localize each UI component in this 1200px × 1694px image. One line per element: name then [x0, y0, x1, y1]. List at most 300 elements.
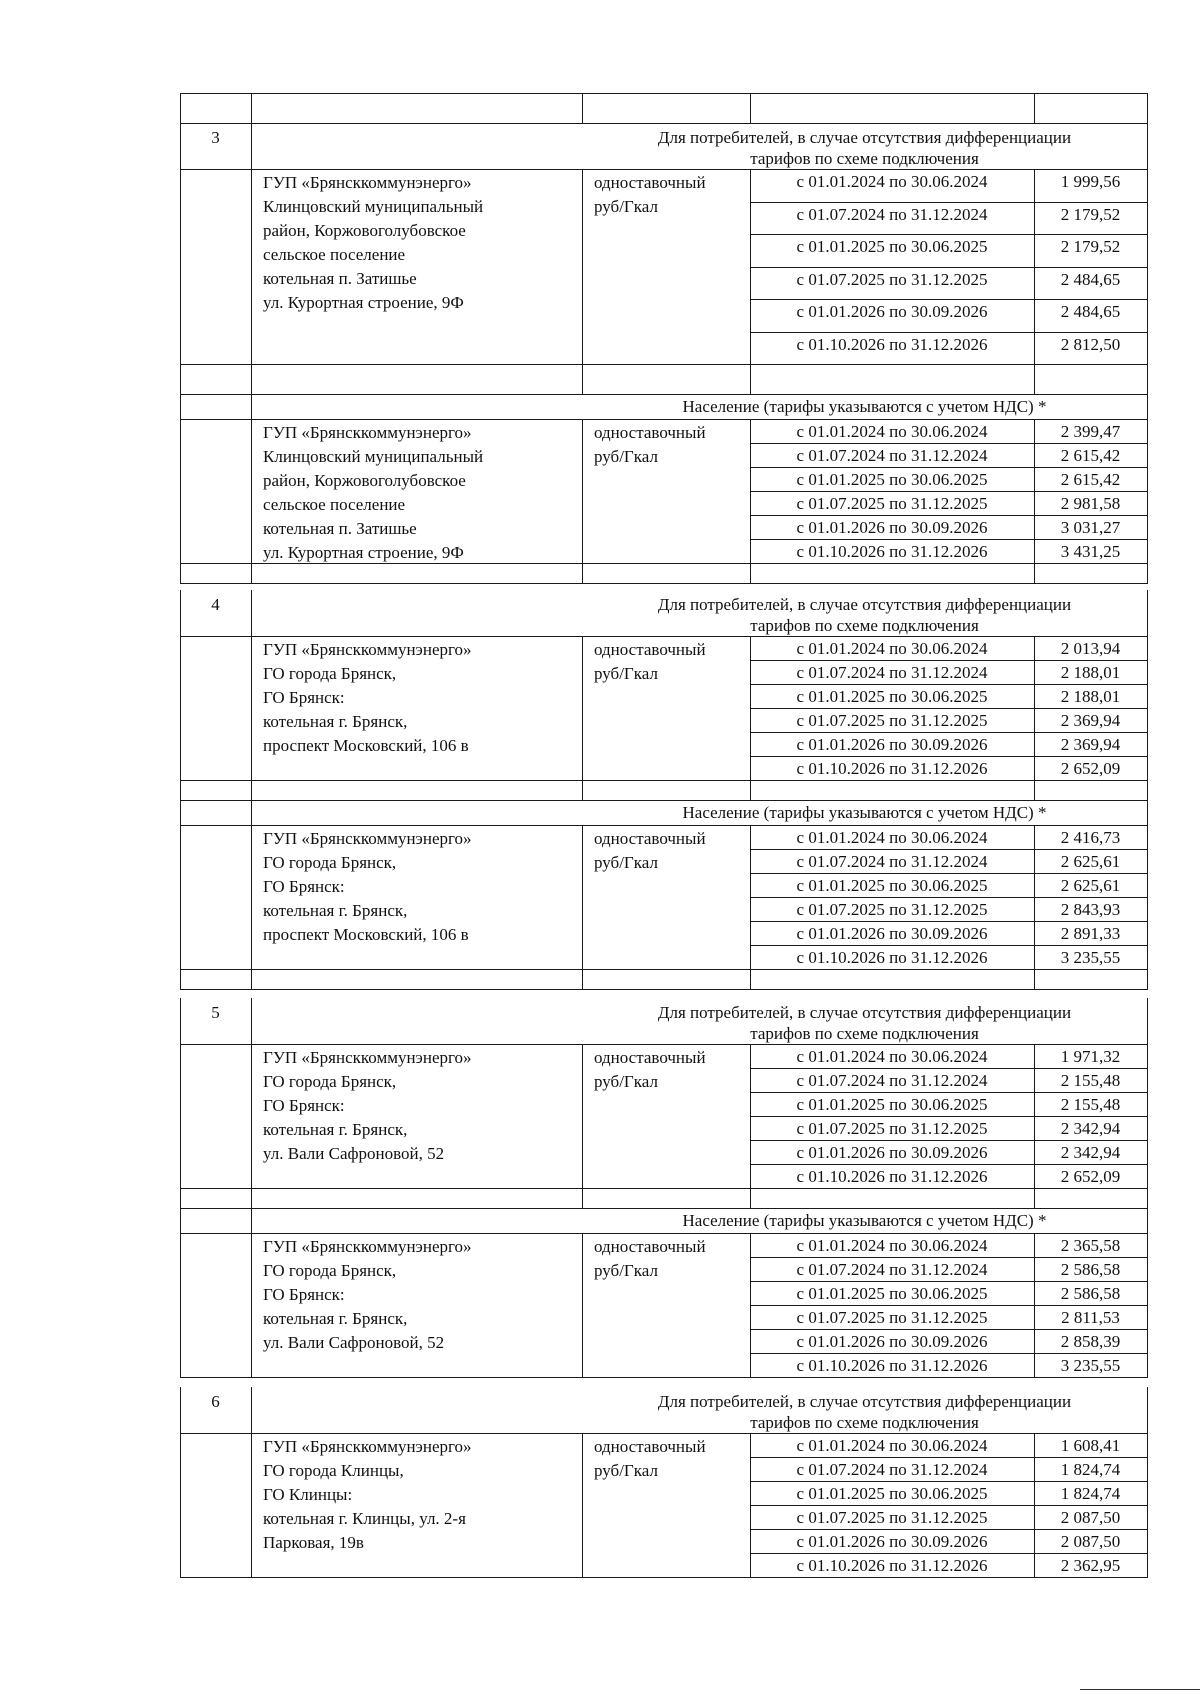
period-cell: с 01.01.2024 по 30.06.2024	[796, 828, 988, 847]
tariff-value: 2 087,50	[1060, 1532, 1121, 1551]
grid-vline	[582, 1044, 583, 1188]
tariff-value: 2 369,94	[1060, 735, 1121, 754]
grid-hline	[750, 1457, 1148, 1458]
grid-vline	[180, 825, 181, 969]
org-line: ГО города Клинцы,	[263, 1461, 404, 1480]
grid-vline	[251, 93, 252, 123]
grid-vline	[750, 364, 751, 394]
consumers-header-line: Для потребителей, в случае отсутствия дифференциации	[657, 128, 1072, 147]
period-cell: с 01.10.2026 по 31.12.2026	[796, 334, 988, 354]
row-number: 5	[211, 1003, 220, 1022]
org-line: ГО Брянск:	[263, 1096, 345, 1115]
org-line: ул. Вали Сафроновой, 52	[263, 1144, 445, 1163]
tariff-value: 2 179,52	[1060, 237, 1121, 256]
period-cell: с 01.07.2024 по 31.12.2024	[796, 446, 988, 465]
org-line: ГУП «Брянсккоммунэнерго»	[263, 1437, 472, 1456]
grid-vline	[1147, 998, 1148, 1044]
grid-vline	[251, 780, 252, 800]
grid-hline	[750, 467, 1148, 468]
grid-vline	[180, 1387, 181, 1433]
period-cell: с 01.01.2026 по 30.09.2026	[796, 302, 988, 321]
grid-hline	[750, 873, 1148, 874]
grid-vline	[180, 394, 181, 419]
org-line: ГО Клинцы:	[263, 1485, 353, 1504]
tariff-value: 2 625,61	[1060, 876, 1121, 895]
tariff-type: руб/Гкал	[594, 664, 658, 683]
grid-vline	[251, 394, 252, 419]
org-line: котельная г. Брянск,	[263, 901, 408, 920]
grid-vline	[251, 563, 252, 583]
grid-hline	[180, 583, 1148, 584]
grid-vline	[251, 1387, 252, 1433]
org-line: ГУП «Брянсккоммунэнерго»	[263, 1237, 472, 1256]
grid-hline	[750, 849, 1148, 850]
tariff-value: 2 188,01	[1060, 663, 1121, 682]
grid-vline	[251, 590, 252, 636]
grid-hline	[180, 169, 1148, 170]
grid-vline	[180, 969, 181, 989]
period-cell: с 01.01.2025 по 30.06.2025	[796, 687, 988, 706]
grid-hline	[750, 332, 1148, 333]
grid-vline	[750, 1433, 751, 1577]
grid-hline	[750, 684, 1148, 685]
tariff-type: одноставочный	[594, 1237, 706, 1256]
grid-vline	[180, 1433, 181, 1577]
tariff-value: 2 013,94	[1060, 639, 1121, 658]
period-cell: с 01.01.2025 по 30.06.2025	[796, 1284, 988, 1303]
org-line: ГУП «Брянсккоммунэнерго»	[263, 173, 472, 192]
period-cell: с 01.10.2026 по 31.12.2026	[796, 1356, 988, 1375]
period-cell: с 01.01.2026 по 30.09.2026	[796, 924, 988, 943]
grid-vline	[180, 636, 181, 780]
period-cell: с 01.07.2024 по 31.12.2024	[796, 1071, 988, 1090]
grid-hline	[750, 515, 1148, 516]
tariff-type: руб/Гкал	[594, 197, 658, 216]
tariff-value: 2 858,39	[1060, 1332, 1121, 1351]
grid-vline	[251, 419, 252, 563]
org-line: проспект Московский, 106 в	[263, 925, 469, 944]
tariff-value: 2 615,42	[1060, 470, 1121, 489]
grid-vline	[750, 93, 751, 123]
org-line: котельная г. Брянск,	[263, 1120, 408, 1139]
grid-vline	[582, 169, 583, 364]
grid-vline	[1147, 1044, 1148, 1188]
period-cell: с 01.07.2025 по 31.12.2025	[796, 900, 988, 919]
grid-hline	[180, 563, 1148, 564]
tariff-value: 2 484,65	[1060, 302, 1121, 321]
tariff-value: 1 971,32	[1060, 1047, 1121, 1066]
org-line: ул. Вали Сафроновой, 52	[263, 1333, 445, 1352]
grid-vline	[251, 969, 252, 989]
period-cell: с 01.07.2025 по 31.12.2025	[796, 1308, 988, 1327]
grid-vline	[180, 364, 181, 394]
consumers-header-line: тарифов по схеме подключения	[750, 616, 979, 635]
grid-hline	[180, 1208, 1148, 1209]
grid-vline	[1147, 93, 1148, 123]
tariff-value: 1 824,74	[1060, 1484, 1121, 1503]
period-cell: с 01.01.2025 по 30.06.2025	[796, 876, 988, 895]
period-cell: с 01.01.2026 по 30.09.2026	[796, 735, 988, 754]
period-cell: с 01.07.2024 по 31.12.2024	[796, 1460, 988, 1479]
grid-vline	[582, 563, 583, 583]
grid-vline	[1034, 419, 1035, 563]
grid-vline	[1147, 969, 1148, 989]
grid-vline	[180, 998, 181, 1044]
grid-hline	[750, 234, 1148, 235]
tariff-value: 2 362,95	[1060, 1556, 1121, 1575]
tariff-value: 2 342,94	[1060, 1119, 1121, 1138]
org-line: сельское поселение	[263, 495, 406, 514]
tariff-type: одноставочный	[594, 829, 706, 848]
tariff-value: 2 416,73	[1060, 828, 1121, 847]
tariff-value: 2 586,58	[1060, 1260, 1121, 1279]
grid-vline	[750, 780, 751, 800]
grid-vline	[251, 364, 252, 394]
period-cell: с 01.01.2025 по 30.06.2025	[796, 1095, 988, 1114]
consumers-header-line: тарифов по схеме подключения	[750, 149, 979, 168]
tariff-value: 3 031,27	[1060, 518, 1121, 537]
grid-vline	[1147, 1387, 1148, 1433]
grid-vline	[1034, 969, 1035, 989]
grid-hline	[750, 1164, 1148, 1165]
tariff-value: 2 365,58	[1060, 1236, 1121, 1255]
grid-hline	[750, 756, 1148, 757]
period-cell: с 01.10.2026 по 31.12.2026	[796, 1167, 988, 1186]
tariff-value: 2 087,50	[1060, 1508, 1121, 1527]
tariff-value: 2 981,58	[1060, 494, 1121, 513]
org-line: ГО города Брянск,	[263, 1072, 397, 1091]
tariff-type: одноставочный	[594, 640, 706, 659]
grid-vline	[1147, 800, 1148, 825]
grid-vline	[582, 1188, 583, 1208]
grid-vline	[1034, 636, 1035, 780]
org-line: ГО города Брянск,	[263, 1261, 397, 1280]
grid-hline	[180, 825, 1148, 826]
period-cell: с 01.07.2025 по 31.12.2025	[796, 269, 988, 289]
grid-hline	[750, 1329, 1148, 1330]
grid-vline	[1147, 780, 1148, 800]
tariff-value: 3 235,55	[1060, 1356, 1121, 1375]
grid-vline	[180, 169, 181, 364]
grid-vline	[750, 1044, 751, 1188]
grid-hline	[180, 1577, 1148, 1578]
population-header: Население (тарифы указываются с учетом НДС) *	[682, 397, 1047, 416]
period-cell: с 01.01.2024 по 30.06.2024	[796, 1236, 988, 1255]
consumers-header-line: тарифов по схеме подключения	[750, 1413, 979, 1432]
consumers-header-line: Для потребителей, в случае отсутствия дифференциации	[657, 1392, 1072, 1411]
tariff-value: 2 399,47	[1060, 422, 1121, 441]
grid-vline	[1147, 364, 1148, 394]
org-line: ГУП «Брянсккоммунэнерго»	[263, 423, 472, 442]
grid-vline	[251, 998, 252, 1044]
org-line: Клинцовский муниципальный	[263, 197, 484, 216]
grid-hline	[750, 1305, 1148, 1306]
grid-vline	[1147, 1208, 1148, 1233]
grid-vline	[251, 1188, 252, 1208]
org-line: ГО города Брянск,	[263, 853, 397, 872]
org-line: котельная п. Затишье	[263, 269, 417, 288]
grid-hline	[750, 491, 1148, 492]
grid-vline	[1034, 93, 1035, 123]
period-cell: с 01.01.2025 по 30.06.2025	[796, 1484, 988, 1503]
grid-vline	[1147, 169, 1148, 364]
tariff-value: 3 431,25	[1060, 542, 1121, 561]
tariff-value: 2 652,09	[1060, 1167, 1121, 1186]
period-cell: с 01.01.2026 по 30.09.2026	[796, 1143, 988, 1162]
period-cell: с 01.01.2024 по 30.06.2024	[796, 1436, 988, 1455]
grid-hline	[750, 732, 1148, 733]
tariff-value: 2 342,94	[1060, 1143, 1121, 1162]
org-line: проспект Московский, 106 в	[263, 736, 469, 755]
grid-hline	[750, 1505, 1148, 1506]
tariff-value: 2 843,93	[1060, 900, 1121, 919]
grid-vline	[251, 825, 252, 969]
grid-vline	[582, 825, 583, 969]
org-line: котельная г. Брянск,	[263, 712, 408, 731]
grid-hline	[180, 969, 1148, 970]
tariff-type: руб/Гкал	[594, 1461, 658, 1480]
grid-hline	[750, 202, 1148, 203]
grid-hline	[750, 1353, 1148, 1354]
period-cell: с 01.01.2024 по 30.06.2024	[796, 422, 988, 441]
tariff-value: 2 625,61	[1060, 852, 1121, 871]
tariff-value: 2 369,94	[1060, 711, 1121, 730]
grid-hline	[750, 1092, 1148, 1093]
grid-vline	[750, 636, 751, 780]
grid-hline	[180, 93, 1148, 94]
grid-vline	[1034, 1233, 1035, 1377]
period-cell: с 01.01.2025 по 30.06.2025	[796, 470, 988, 489]
grid-hline	[750, 1116, 1148, 1117]
grid-hline	[180, 123, 1148, 124]
grid-hline	[750, 539, 1148, 540]
grid-hline	[180, 419, 1148, 420]
period-cell: с 01.01.2026 по 30.09.2026	[796, 518, 988, 537]
page-edge-mark	[1080, 1689, 1200, 1694]
org-line: Клинцовский муниципальный	[263, 447, 484, 466]
org-line: ул. Курортная строение, 9Ф	[263, 543, 464, 562]
row-number: 6	[211, 1392, 220, 1411]
grid-hline	[180, 1044, 1148, 1045]
period-cell: с 01.07.2025 по 31.12.2025	[796, 1119, 988, 1138]
grid-vline	[251, 636, 252, 780]
org-line: ГО города Брянск,	[263, 664, 397, 683]
tariff-value: 1 608,41	[1060, 1436, 1121, 1455]
grid-hline	[180, 1433, 1148, 1434]
tariff-type: руб/Гкал	[594, 1261, 658, 1280]
row-number: 4	[211, 595, 220, 614]
tariff-type: одноставочный	[594, 1437, 706, 1456]
grid-hline	[180, 780, 1148, 781]
grid-vline	[180, 123, 181, 169]
grid-vline	[251, 1208, 252, 1233]
period-cell: с 01.07.2024 по 31.12.2024	[796, 852, 988, 871]
grid-vline	[180, 1208, 181, 1233]
grid-vline	[180, 1233, 181, 1377]
grid-vline	[1147, 636, 1148, 780]
period-cell: с 01.07.2025 по 31.12.2025	[796, 494, 988, 513]
grid-vline	[1034, 1433, 1035, 1577]
grid-vline	[582, 93, 583, 123]
tariff-value: 2 586,58	[1060, 1284, 1121, 1303]
grid-vline	[1034, 825, 1035, 969]
grid-vline	[1147, 563, 1148, 583]
grid-hline	[750, 1140, 1148, 1141]
period-cell: с 01.01.2026 по 30.09.2026	[796, 1532, 988, 1551]
period-cell: с 01.01.2026 по 30.09.2026	[796, 1332, 988, 1351]
grid-hline	[180, 989, 1148, 990]
grid-vline	[582, 419, 583, 563]
tariff-value: 2 484,65	[1060, 269, 1121, 289]
grid-vline	[1034, 364, 1035, 394]
grid-vline	[582, 969, 583, 989]
grid-vline	[1147, 590, 1148, 636]
grid-hline	[180, 636, 1148, 637]
tariff-value: 3 235,55	[1060, 948, 1121, 967]
grid-vline	[582, 1433, 583, 1577]
period-cell: с 01.10.2026 по 31.12.2026	[796, 1556, 988, 1575]
tariff-value: 2 652,09	[1060, 759, 1121, 778]
period-cell: с 01.10.2026 по 31.12.2026	[796, 948, 988, 967]
grid-vline	[750, 1233, 751, 1377]
grid-vline	[1147, 394, 1148, 419]
org-line: ГУП «Брянсккоммунэнерго»	[263, 829, 472, 848]
period-cell: с 01.07.2025 по 31.12.2025	[796, 711, 988, 730]
population-header: Население (тарифы указываются с учетом НДС) *	[682, 1211, 1047, 1230]
tariff-value: 1 999,56	[1060, 172, 1121, 191]
tariff-type: одноставочный	[594, 1048, 706, 1067]
grid-vline	[251, 123, 252, 169]
grid-hline	[750, 1481, 1148, 1482]
grid-vline	[582, 364, 583, 394]
tariff-value: 2 891,33	[1060, 924, 1121, 943]
grid-vline	[180, 800, 181, 825]
org-line: ул. Курортная строение, 9Ф	[263, 293, 464, 312]
org-line: ГУП «Брянсккоммунэнерго»	[263, 640, 472, 659]
grid-hline	[750, 1553, 1148, 1554]
org-line: ГО Брянск:	[263, 1285, 345, 1304]
tariff-value: 2 188,01	[1060, 687, 1121, 706]
grid-hline	[750, 1281, 1148, 1282]
period-cell: с 01.01.2024 по 30.06.2024	[796, 172, 988, 191]
grid-vline	[582, 780, 583, 800]
grid-hline	[750, 708, 1148, 709]
grid-vline	[750, 1188, 751, 1208]
grid-hline	[180, 394, 1148, 395]
grid-vline	[1034, 563, 1035, 583]
grid-hline	[750, 945, 1148, 946]
tariff-type: одноставочный	[594, 423, 706, 442]
grid-vline	[1147, 1233, 1148, 1377]
org-line: ГО Брянск:	[263, 688, 345, 707]
grid-vline	[251, 1044, 252, 1188]
tariff-value: 2 155,48	[1060, 1071, 1121, 1090]
grid-vline	[180, 93, 181, 123]
grid-hline	[750, 897, 1148, 898]
org-line: район, Коржовоголубовское	[263, 221, 466, 240]
grid-hline	[750, 660, 1148, 661]
grid-vline	[180, 1044, 181, 1188]
period-cell: с 01.07.2024 по 31.12.2024	[796, 204, 988, 224]
period-cell: с 01.01.2025 по 30.06.2025	[796, 237, 988, 256]
grid-hline	[750, 1257, 1148, 1258]
grid-vline	[1147, 1188, 1148, 1208]
grid-vline	[750, 419, 751, 563]
tariff-value: 2 811,53	[1061, 1308, 1120, 1327]
grid-hline	[750, 1068, 1148, 1069]
grid-vline	[1147, 419, 1148, 563]
period-cell: с 01.10.2026 по 31.12.2026	[796, 542, 988, 561]
grid-hline	[180, 1188, 1148, 1189]
grid-hline	[180, 364, 1148, 365]
grid-vline	[180, 1188, 181, 1208]
grid-vline	[750, 969, 751, 989]
period-cell: с 01.10.2026 по 31.12.2026	[796, 759, 988, 778]
tariff-value: 2 812,50	[1060, 334, 1121, 354]
grid-hline	[750, 1529, 1148, 1530]
grid-vline	[180, 419, 181, 563]
tariff-value: 2 179,52	[1060, 204, 1121, 224]
grid-hline	[180, 800, 1148, 801]
grid-hline	[750, 299, 1148, 300]
row-number: 3	[211, 128, 220, 147]
consumers-header-line: тарифов по схеме подключения	[750, 1024, 979, 1043]
tariff-value: 1 824,74	[1060, 1460, 1121, 1479]
grid-vline	[251, 800, 252, 825]
org-line: ГУП «Брянсккоммунэнерго»	[263, 1048, 472, 1067]
tariff-value: 2 615,42	[1060, 446, 1121, 465]
grid-vline	[180, 780, 181, 800]
population-header: Население (тарифы указываются с учетом НДС) *	[682, 803, 1047, 822]
org-line: сельское поселение	[263, 245, 406, 264]
tariff-type: руб/Гкал	[594, 447, 658, 466]
grid-vline	[1147, 825, 1148, 969]
grid-vline	[582, 1233, 583, 1377]
grid-vline	[251, 169, 252, 364]
consumers-header-line: Для потребителей, в случае отсутствия дифференциации	[657, 1003, 1072, 1022]
grid-vline	[750, 169, 751, 364]
period-cell: с 01.07.2024 по 31.12.2024	[796, 663, 988, 682]
period-cell: с 01.01.2024 по 30.06.2024	[796, 639, 988, 658]
tariff-type: одноставочный	[594, 173, 706, 192]
org-line: ГО Брянск:	[263, 877, 345, 896]
org-line: котельная г. Клинцы, ул. 2-я	[263, 1509, 466, 1528]
grid-vline	[1034, 1044, 1035, 1188]
grid-hline	[750, 921, 1148, 922]
org-line: Парковая, 19в	[263, 1533, 364, 1552]
grid-vline	[180, 563, 181, 583]
grid-vline	[750, 563, 751, 583]
grid-vline	[1147, 1433, 1148, 1577]
grid-vline	[582, 636, 583, 780]
grid-hline	[180, 1233, 1148, 1234]
grid-hline	[750, 267, 1148, 268]
grid-hline	[750, 443, 1148, 444]
grid-hline	[180, 1377, 1148, 1378]
grid-vline	[1034, 1188, 1035, 1208]
consumers-header-line: Для потребителей, в случае отсутствия дифференциации	[657, 595, 1072, 614]
grid-vline	[1034, 169, 1035, 364]
tariff-type: руб/Гкал	[594, 1072, 658, 1091]
org-line: котельная п. Затишье	[263, 519, 417, 538]
grid-vline	[750, 825, 751, 969]
period-cell: с 01.07.2025 по 31.12.2025	[796, 1508, 988, 1527]
period-cell: с 01.01.2024 по 30.06.2024	[796, 1047, 988, 1066]
tariff-type: руб/Гкал	[594, 853, 658, 872]
grid-vline	[1034, 780, 1035, 800]
grid-vline	[1147, 123, 1148, 169]
grid-vline	[180, 590, 181, 636]
